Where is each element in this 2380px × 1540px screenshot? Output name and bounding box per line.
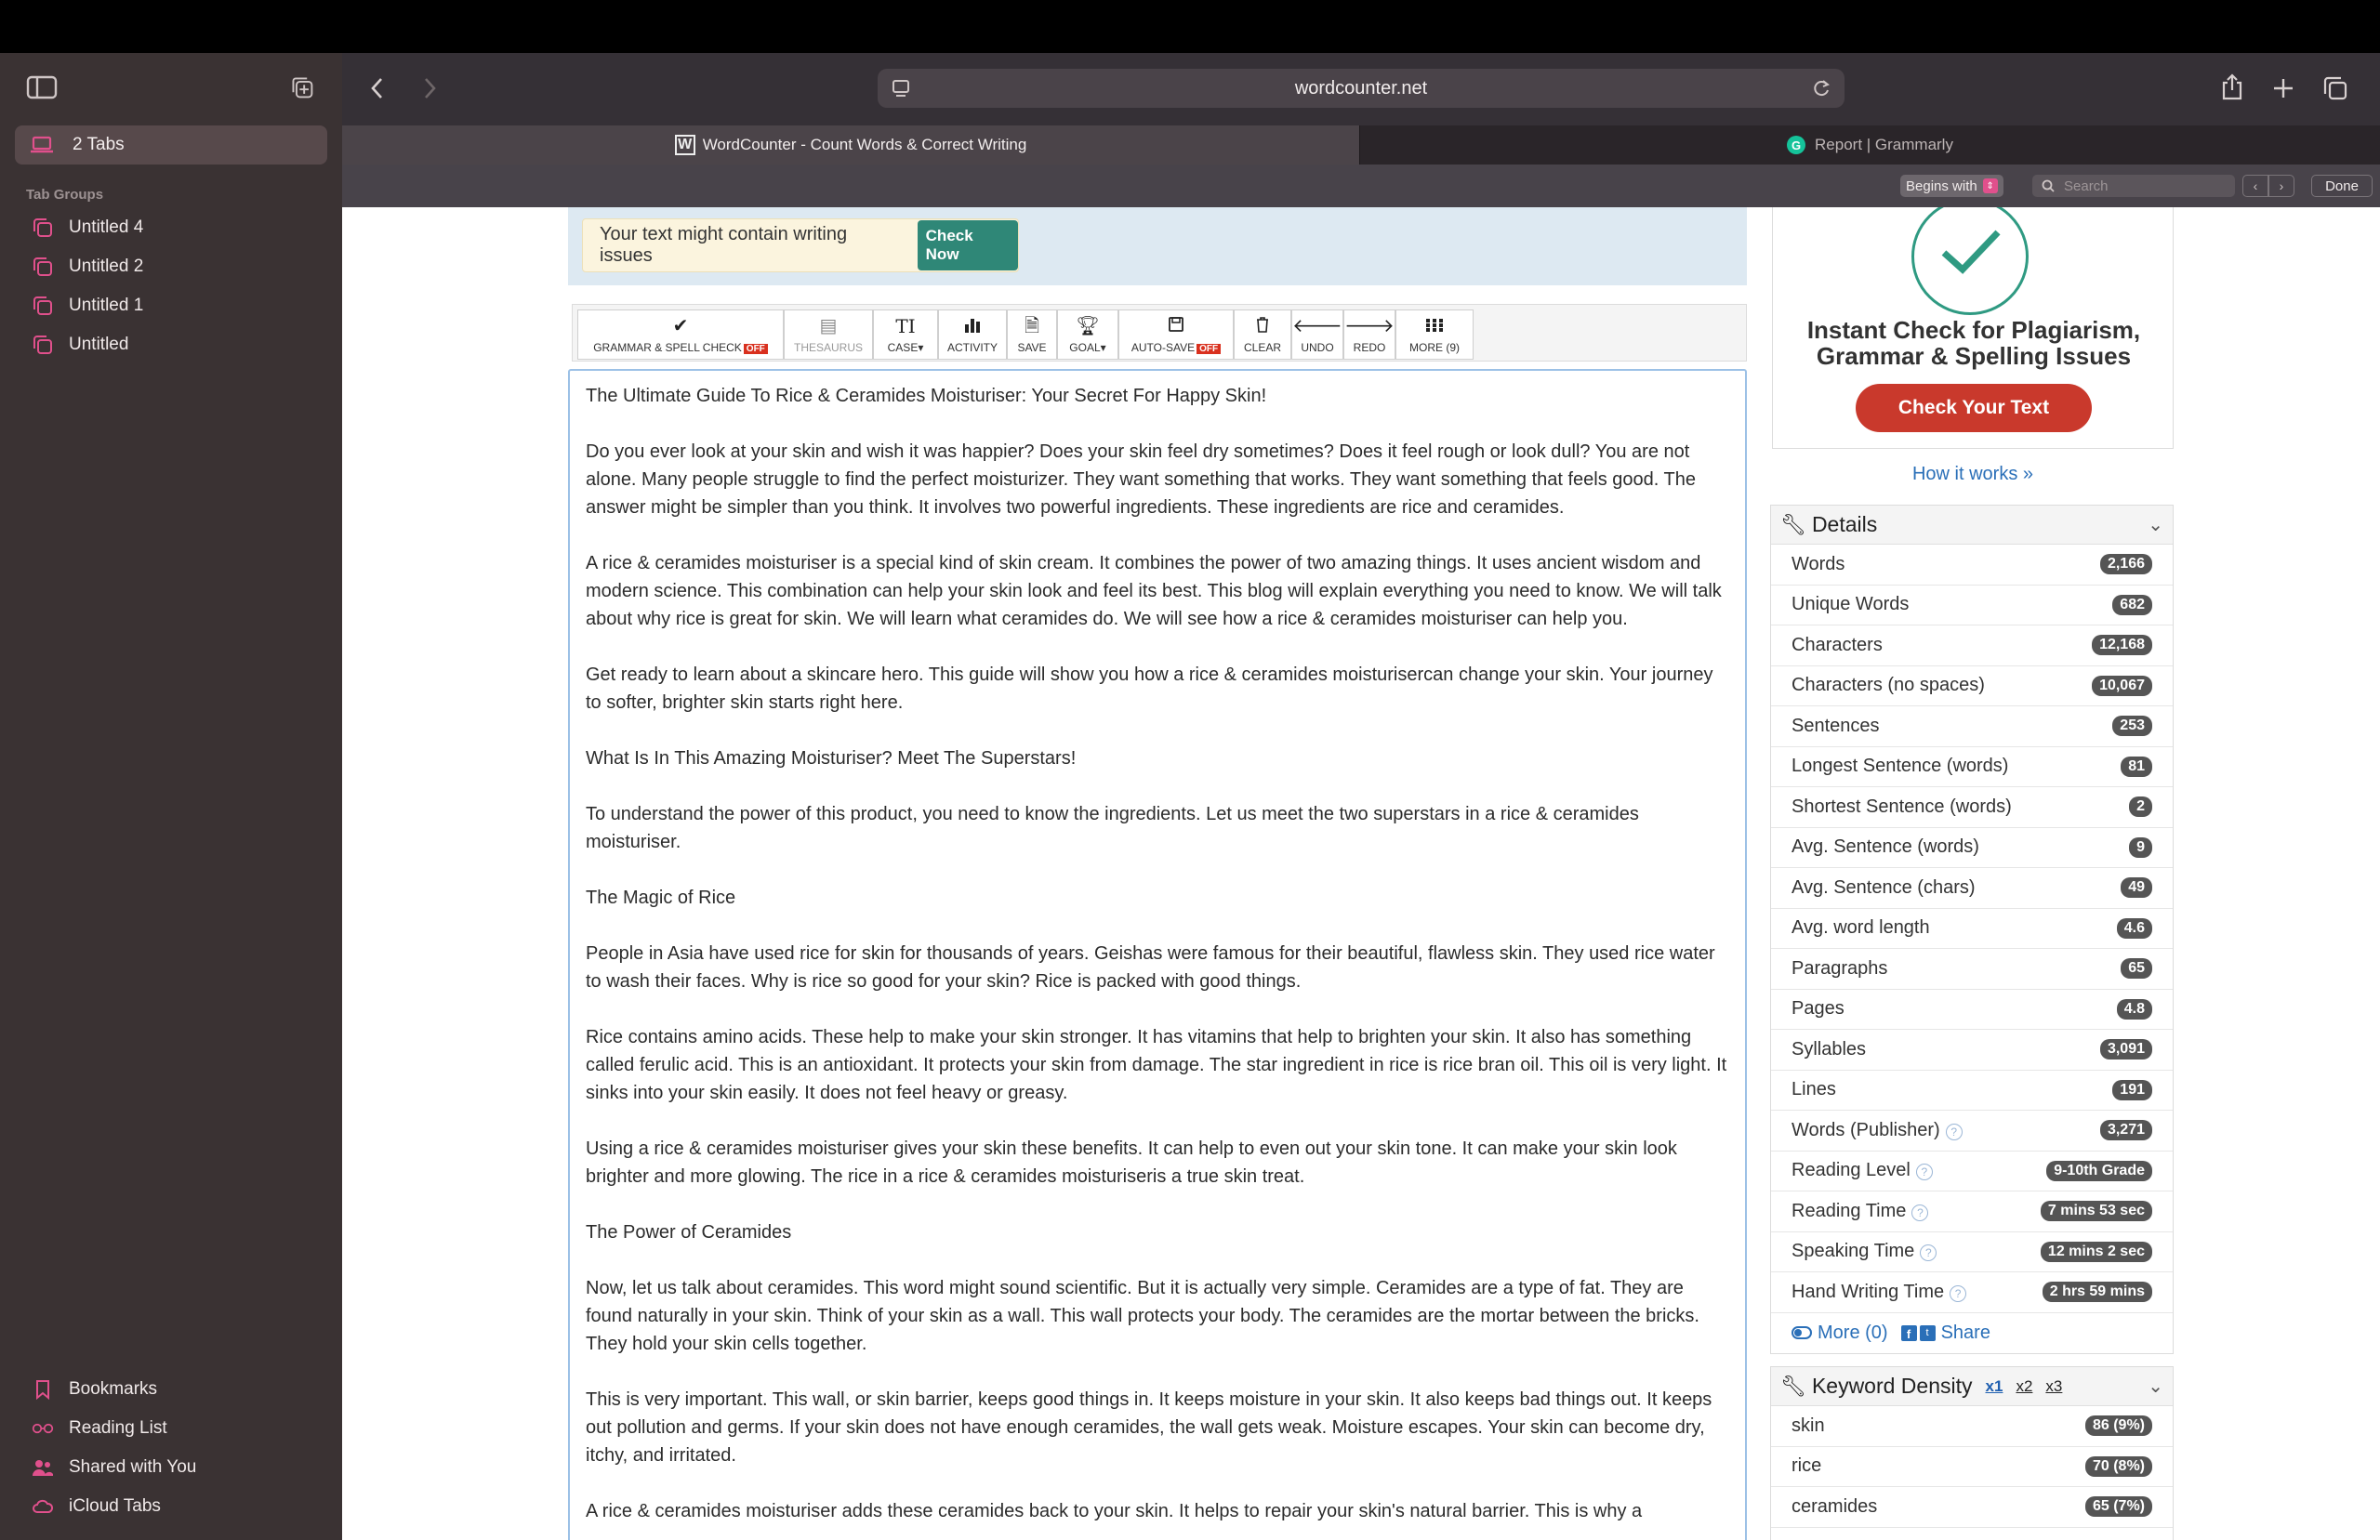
stat-label-text: Lines bbox=[1792, 1079, 1836, 1100]
back-icon[interactable] bbox=[370, 76, 385, 100]
reading-list-label: Reading List bbox=[69, 1418, 167, 1438]
sidebar-icloud-tabs[interactable] bbox=[32, 1488, 161, 1525]
stat-label-text: skin bbox=[1792, 1415, 1825, 1436]
shared-with-you-label: Shared with You bbox=[69, 1457, 197, 1477]
search-icon bbox=[2042, 179, 2055, 192]
stat-row bbox=[1771, 747, 2173, 788]
stat-label-text: Words (Publisher) bbox=[1792, 1119, 1940, 1140]
stat-label-text: Pages bbox=[1792, 998, 1844, 1020]
editor-paragraph: What Is In This Amazing Moisturiser? Meet The Superstars! bbox=[586, 748, 1077, 769]
browser-toolbar bbox=[342, 53, 2380, 125]
stat-label bbox=[1792, 1039, 1866, 1060]
facebook-icon[interactable]: f bbox=[1901, 1325, 1917, 1341]
floppy-icon bbox=[1168, 316, 1184, 338]
stat-row bbox=[1771, 787, 2173, 828]
grammar-spell-check-button[interactable] bbox=[577, 309, 784, 360]
clear-label: CLEAR bbox=[1243, 340, 1281, 354]
stat-label bbox=[1792, 1079, 1836, 1100]
stat-value-badge: 12 mins 2 sec bbox=[2041, 1242, 2152, 1262]
tab-group-icon bbox=[32, 217, 54, 239]
browser-chrome bbox=[342, 53, 2380, 207]
keyword-density-title: Keyword Density bbox=[1811, 1374, 1973, 1398]
stat-label-text: Avg. Sentence (chars) bbox=[1792, 876, 1976, 898]
editor-paragraph: A rice & ceramides moisturiser is a special kind of skin cream. It combines the power of two amazing things. It uses ancient wisdom and modern science. This combination can help your skin look and feel its best. This blog will explain everything you need to know. We will talk about why rice is great for skin. We will learn what ceramides do. We will see how a rice & ceramides moisturiser can help you. bbox=[586, 553, 1722, 629]
stat-label-text: Speaking Time bbox=[1792, 1241, 1915, 1262]
keyword-density-panel bbox=[1770, 1366, 2174, 1540]
goal-label: GOAL bbox=[1069, 340, 1101, 354]
thesaurus-button[interactable] bbox=[784, 309, 873, 360]
tab-groups-heading: Tab Groups bbox=[26, 187, 104, 203]
stat-label bbox=[1792, 554, 1844, 575]
activity-label: ACTIVITY bbox=[946, 340, 998, 354]
stat-row bbox=[1771, 1487, 2173, 1528]
editor-toolbar bbox=[572, 304, 1747, 362]
book-icon: ▤ bbox=[819, 315, 838, 336]
find-next-button[interactable]: › bbox=[2268, 175, 2294, 197]
stat-label bbox=[1792, 635, 1883, 656]
stat-label-text: Characters bbox=[1792, 634, 1883, 655]
activity-button[interactable] bbox=[938, 309, 1007, 360]
people-icon bbox=[32, 1456, 54, 1479]
save-file-icon: 🗎 bbox=[1024, 315, 1040, 336]
sidebar-reading-list[interactable] bbox=[32, 1410, 167, 1447]
find-mode-label: Begins with bbox=[1906, 178, 1977, 194]
details-panel bbox=[1770, 505, 2174, 1354]
stat-label-text: ceramides bbox=[1792, 1495, 1878, 1517]
bar-chart-icon bbox=[963, 316, 982, 338]
stat-label bbox=[1792, 877, 1976, 899]
help-icon[interactable]: ? bbox=[1916, 1164, 1933, 1180]
sidebar-toggle-icon[interactable] bbox=[26, 75, 58, 99]
stat-label bbox=[1792, 1415, 1825, 1437]
stat-label-text: Longest Sentence (words) bbox=[1792, 756, 2009, 777]
stat-value-badge: 9-10th Grade bbox=[2046, 1161, 2152, 1181]
stat-row bbox=[1771, 1071, 2173, 1112]
stat-label-text: Paragraphs bbox=[1792, 957, 1888, 979]
undo-button[interactable] bbox=[1291, 309, 1343, 360]
editor-paragraph: A rice & ceramides moisturiser adds these ceramides back to your skin. It helps to repair your skin's natural barrier. This is why a bbox=[586, 1501, 1643, 1521]
editor-paragraph: To understand the power of this product, you need to know the ingredients. Let us meet the two superstars in a rice & ceramides moisturiser. bbox=[586, 804, 1639, 852]
find-mode-select[interactable] bbox=[1900, 175, 2003, 197]
group-label: Untitled 2 bbox=[69, 257, 144, 276]
laptop-icon bbox=[30, 136, 54, 154]
bookmarks-label: Bookmarks bbox=[69, 1379, 158, 1399]
writing-issues-notice bbox=[582, 218, 1019, 272]
auto-save-button[interactable] bbox=[1118, 309, 1234, 360]
stat-value-badge: 7 mins 53 sec bbox=[2041, 1201, 2152, 1221]
icloud-tabs-label: iCloud Tabs bbox=[69, 1496, 161, 1516]
stat-label bbox=[1792, 594, 1909, 615]
stat-label bbox=[1792, 716, 1880, 737]
stat-label-text: Reading Time bbox=[1792, 1200, 1907, 1221]
stat-label bbox=[1792, 675, 1985, 696]
stat-value-badge: 3,091 bbox=[2100, 1039, 2152, 1060]
stat-label bbox=[1792, 1455, 1821, 1477]
case-label: CASE bbox=[887, 340, 919, 354]
stat-label bbox=[1792, 836, 1979, 858]
page-menu-icon[interactable] bbox=[891, 78, 911, 99]
find-bar bbox=[342, 165, 2380, 207]
grammar-label: GRAMMAR & SPELL CHECK bbox=[593, 340, 742, 354]
check-icon: ✔ bbox=[672, 315, 689, 336]
editor-paragraph: Using a rice & ceramides moisturiser gives your skin these benefits. It can help to even out your skin tone. It can make your skin look brighter and more glowing. The rice in a rice & ceramides moisturiseris a true skin treat. bbox=[586, 1139, 1677, 1187]
trash-icon bbox=[1255, 316, 1270, 338]
plagiarism-title-line2: Grammar & Spelling Issues bbox=[1816, 342, 2132, 370]
stat-value-badge: 9 bbox=[2129, 837, 2152, 858]
stat-label bbox=[1792, 1160, 1933, 1181]
address-bar[interactable] bbox=[878, 69, 1844, 108]
arrow-left-icon: 🡐 bbox=[1292, 315, 1342, 336]
sidebar-bookmarks[interactable] bbox=[32, 1371, 157, 1408]
sidebar-item-2-tabs[interactable] bbox=[15, 125, 327, 165]
stat-row bbox=[1771, 949, 2173, 990]
chevron-down-icon[interactable]: ⌄ bbox=[2148, 515, 2163, 535]
density-mode-x1[interactable]: x1 bbox=[1985, 1376, 2003, 1395]
auto-save-label: AUTO-SAVE bbox=[1130, 340, 1196, 354]
glasses-icon bbox=[32, 1417, 54, 1440]
thesaurus-label: THESAURUS bbox=[793, 340, 863, 354]
stat-row bbox=[1771, 1272, 2173, 1313]
tab-group-icon bbox=[32, 295, 54, 317]
editor-paragraph: Get ready to learn about a skincare hero. This guide will show you how a rice & ceramides moisturisercan change your skin. Your journey to softer, brighter skin starts right here. bbox=[586, 665, 1713, 713]
find-previous-button[interactable]: ‹ bbox=[2242, 175, 2268, 197]
webpage-content bbox=[342, 207, 2380, 1540]
stat-value-badge: 65 bbox=[2121, 958, 2152, 979]
stat-label-text: Hand Writing Time bbox=[1792, 1281, 1945, 1302]
sidebar-shared-with-you[interactable] bbox=[32, 1449, 196, 1486]
tab-title: WordCounter - Count Words & Correct Writing bbox=[702, 136, 1027, 153]
tab-overview-icon[interactable] bbox=[2322, 75, 2348, 101]
details-rows bbox=[1771, 545, 2173, 1313]
help-icon[interactable]: ? bbox=[1946, 1124, 1963, 1140]
stat-row bbox=[1771, 666, 2173, 707]
tab-grammarly[interactable] bbox=[1360, 125, 2380, 165]
more-stats-link[interactable]: More (0) bbox=[1818, 1322, 1888, 1343]
find-placeholder: Search bbox=[2064, 178, 2109, 194]
text-editor[interactable] bbox=[568, 369, 1747, 1540]
stat-label-text: rice bbox=[1792, 1455, 1822, 1477]
stat-label-text: Avg. word length bbox=[1792, 917, 1930, 939]
wrench-icon: 🔧︎ bbox=[1780, 1374, 1806, 1398]
stat-label-text: Avg. Sentence (words) bbox=[1792, 836, 1979, 858]
clear-button[interactable] bbox=[1234, 309, 1291, 360]
stat-label bbox=[1792, 796, 2012, 818]
stat-row bbox=[1771, 909, 2173, 950]
writing-issues-banner bbox=[568, 207, 1747, 285]
group-label: Untitled bbox=[69, 335, 129, 354]
stat-row bbox=[1771, 1191, 2173, 1232]
stat-label bbox=[1792, 1496, 1877, 1518]
stat-value-badge: 86 (9%) bbox=[2085, 1415, 2152, 1436]
stat-label-text: Syllables bbox=[1792, 1038, 1867, 1060]
find-done-button[interactable]: Done bbox=[2311, 175, 2373, 197]
chevron-updown-icon: ⇕ bbox=[1983, 178, 1998, 193]
stat-row bbox=[1771, 1152, 2173, 1192]
group-label: Untitled 1 bbox=[69, 296, 144, 315]
stat-label-text: Characters (no spaces) bbox=[1792, 675, 1985, 696]
editor-paragraph: Do you ever look at your skin and wish it was happier? Does your skin feel dry sometimes? Does it feel rough or look dull? You are not alone. Many people struggle to find the perfect moisturizer. They want something that works. They want something that feels good. The answer might be simpler than you think. It involves two powerful ingredients. These ingredients are rice and ceramides. bbox=[586, 441, 1697, 518]
stat-label bbox=[1792, 917, 1930, 939]
stat-label bbox=[1792, 958, 1887, 980]
stat-row bbox=[1771, 868, 2173, 909]
url-text: wordcounter.net bbox=[1294, 77, 1428, 99]
plagiarism-check-box bbox=[1772, 207, 2174, 449]
more-button[interactable] bbox=[1395, 309, 1474, 360]
editor-paragraph: This is very important. This wall, or skin barrier, keeps good things in. It keeps moisture in your skin. It also keeps bad things out. It keeps out pollution and germs. If your skin does not have enough ceramides, the wall gets weak. Moisture escapes. Your skin can become dry, itchy, and irritated. bbox=[586, 1389, 1712, 1466]
keyword-density-rows bbox=[1771, 1406, 2173, 1528]
stat-label bbox=[1792, 756, 2008, 777]
help-icon[interactable]: ? bbox=[1950, 1285, 1966, 1302]
wordcounter-favicon: W bbox=[675, 135, 695, 155]
help-icon[interactable]: ? bbox=[1920, 1244, 1937, 1261]
stat-value-badge: 81 bbox=[2121, 757, 2152, 777]
density-mode-x3[interactable]: x3 bbox=[2045, 1376, 2063, 1395]
tab-group-icon bbox=[32, 334, 54, 356]
sidebar-group-untitled[interactable] bbox=[32, 326, 128, 363]
density-mode-x2[interactable]: x2 bbox=[2016, 1376, 2033, 1395]
stat-value-badge: 2 bbox=[2129, 796, 2152, 817]
stat-row bbox=[1771, 828, 2173, 869]
stat-row bbox=[1771, 706, 2173, 747]
details-footer bbox=[1771, 1313, 2173, 1353]
details-header[interactable] bbox=[1771, 506, 2173, 545]
how-it-works-link[interactable]: How it works » bbox=[1911, 464, 2034, 484]
stat-row bbox=[1771, 1111, 2173, 1152]
stat-row bbox=[1771, 545, 2173, 586]
stat-value-badge: 12,168 bbox=[2092, 635, 2152, 655]
find-search-field[interactable] bbox=[2032, 175, 2235, 197]
stat-value-badge: 65 (7%) bbox=[2085, 1496, 2152, 1517]
editor-paragraph: The Magic of Rice bbox=[586, 888, 736, 908]
checkmark-circle-icon bbox=[1911, 207, 2029, 315]
new-tab-icon[interactable] bbox=[2272, 77, 2294, 99]
editor-paragraph: Now, let us talk about ceramides. This word might sound scientific. But it is actually very simple. Ceramides are a type of fat. They are found naturally in your skin. Think of your skin as a wall. This wall protects your body. The ceramides are the mortar between the bricks. They hold your skin cells together. bbox=[586, 1278, 1699, 1354]
tab-bar bbox=[342, 125, 2380, 165]
case-button[interactable]: TI CASE▾ bbox=[873, 309, 938, 360]
more-label: MORE (9) bbox=[1409, 340, 1460, 354]
stat-value-badge: 3,271 bbox=[2100, 1120, 2152, 1140]
stat-row bbox=[1771, 1232, 2173, 1273]
tab-group-icon bbox=[32, 256, 54, 278]
tab-wordcounter[interactable] bbox=[342, 125, 1360, 165]
stat-value-badge: 2,166 bbox=[2100, 554, 2152, 574]
stat-value-badge: 191 bbox=[2112, 1080, 2152, 1100]
auto-save-off-badge: OFF bbox=[1197, 344, 1221, 354]
new-tab-group-icon[interactable] bbox=[286, 75, 318, 99]
undo-label: UNDO bbox=[1301, 340, 1334, 354]
sidebar-group-untitled-4[interactable] bbox=[32, 209, 143, 246]
stat-value-badge: 4.8 bbox=[2117, 999, 2152, 1020]
editor-paragraph: Rice contains amino acids. These help to make your skin stronger. It has vitamins that help to brighten your skin. It also has something called ferulic acid. This is an antioxidant. It protects your skin from damage. The star ingredient in rice is rice bran oil. This oil is very light. It sinks into your skin easily. It does not feel heavy or greasy. bbox=[586, 1027, 1727, 1103]
stat-row bbox=[1771, 1406, 2173, 1447]
stat-value-badge: 10,067 bbox=[2092, 676, 2152, 696]
plagiarism-title-line1: Instant Check for Plagiarism, bbox=[1806, 316, 2141, 344]
redo-label: REDO bbox=[1353, 340, 1386, 354]
keyword-density-header[interactable] bbox=[1771, 1367, 2173, 1406]
wrench-icon: 🔧︎ bbox=[1780, 512, 1806, 536]
stat-value-badge: 253 bbox=[2112, 716, 2152, 736]
stat-row bbox=[1771, 990, 2173, 1031]
editor-paragraph: The Ultimate Guide To Rice & Ceramides Moisturiser: Your Secret For Happy Skin! bbox=[586, 386, 1267, 406]
sidebar-group-untitled-1[interactable] bbox=[32, 287, 143, 324]
menu-bar-band bbox=[0, 0, 2380, 53]
stat-label bbox=[1792, 1241, 1937, 1262]
stat-value-badge: 70 (8%) bbox=[2085, 1456, 2152, 1477]
grammarly-favicon: G bbox=[1787, 136, 1805, 154]
stat-row bbox=[1771, 586, 2173, 626]
grammar-off-badge: OFF bbox=[744, 344, 768, 354]
check-your-text-button[interactable]: Check Your Text bbox=[1856, 384, 2092, 432]
sidebar-group-untitled-2[interactable] bbox=[32, 248, 143, 285]
chevron-down-icon[interactable]: ⌄ bbox=[2148, 1376, 2163, 1397]
sidebar-tabs-label: 2 Tabs bbox=[73, 135, 125, 154]
twitter-icon[interactable]: t bbox=[1920, 1325, 1936, 1341]
toggle-icon[interactable] bbox=[1792, 1326, 1812, 1339]
share-icon[interactable] bbox=[2220, 73, 2244, 101]
reload-icon[interactable] bbox=[1811, 78, 1831, 99]
goal-button[interactable]: 🏆︎ GOAL▾ bbox=[1057, 309, 1118, 360]
stat-row bbox=[1771, 625, 2173, 666]
help-icon[interactable]: ? bbox=[1911, 1204, 1928, 1221]
trophy-icon: 🏆︎ bbox=[1076, 315, 1100, 336]
forward-icon[interactable] bbox=[422, 76, 437, 100]
writing-issues-message: Your text might contain writing issues bbox=[600, 224, 848, 266]
stat-label-text: Sentences bbox=[1792, 715, 1880, 736]
stat-label bbox=[1792, 998, 1844, 1020]
share-link[interactable]: Share bbox=[1940, 1322, 1990, 1343]
save-label: SAVE bbox=[1017, 340, 1047, 354]
stat-value-badge: 4.6 bbox=[2117, 918, 2152, 939]
stat-label bbox=[1792, 1201, 1928, 1222]
details-title: Details bbox=[1811, 512, 1878, 536]
stat-value-badge: 2 hrs 59 mins bbox=[2043, 1282, 2152, 1302]
stat-label bbox=[1792, 1282, 1966, 1303]
plagiarism-title bbox=[1773, 317, 2175, 369]
check-now-button[interactable]: Check Now bbox=[918, 220, 1018, 270]
tab-title: Report | Grammarly bbox=[1815, 136, 1953, 153]
stat-label-text: Shortest Sentence (words) bbox=[1792, 796, 2012, 817]
stat-label-text: Words bbox=[1792, 553, 1845, 574]
arrow-right-icon: 🡒 bbox=[1344, 315, 1395, 336]
stat-row bbox=[1771, 1447, 2173, 1488]
cloud-icon bbox=[32, 1495, 54, 1518]
stat-label-text: Reading Level bbox=[1792, 1160, 1911, 1181]
group-label: Untitled 4 bbox=[69, 217, 144, 237]
safari-sidebar bbox=[0, 53, 342, 1540]
stat-value-badge: 49 bbox=[2121, 877, 2152, 898]
redo-button[interactable] bbox=[1343, 309, 1395, 360]
editor-paragraph: People in Asia have used rice for skin for thousands of years. Geishas were famous for their beautiful, flawless skin. They used rice water to wash their faces. Why is rice so good for your skin? Rice is packed with good things. bbox=[586, 943, 1715, 992]
stat-label bbox=[1792, 1120, 1963, 1141]
stat-value-badge: 682 bbox=[2112, 595, 2152, 615]
grid-icon bbox=[1426, 316, 1443, 338]
editor-paragraph: The Power of Ceramides bbox=[586, 1222, 792, 1243]
bookmark-icon bbox=[32, 1378, 54, 1401]
save-button[interactable] bbox=[1007, 309, 1057, 360]
stat-row bbox=[1771, 1030, 2173, 1071]
text-case-icon: TI bbox=[895, 314, 916, 337]
stat-label-text: Unique Words bbox=[1792, 594, 1910, 615]
